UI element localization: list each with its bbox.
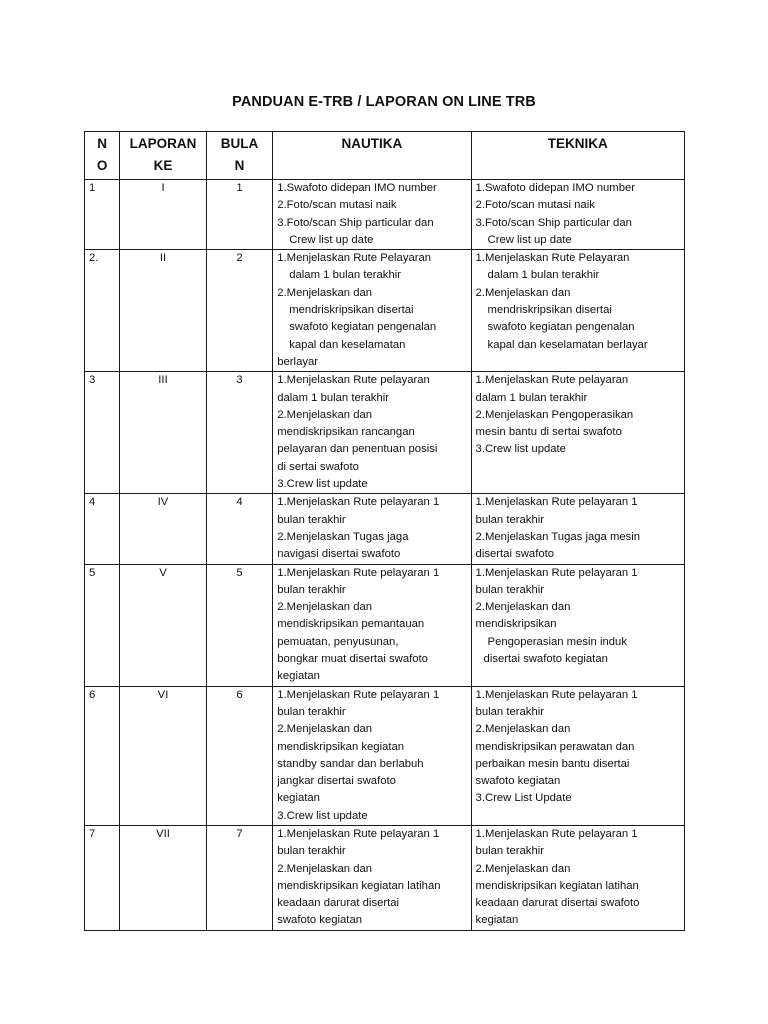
nautika-line: bulan terakhir [277, 513, 346, 526]
teknika-line: mendiskripsikan perawatan dan [475, 740, 635, 753]
nautika-line: 3.Crew list update [277, 478, 368, 491]
teknika-line: bulan terakhir [475, 705, 544, 718]
cell-laporan: I [120, 180, 207, 250]
teknika-line: Pengoperasian mesin induk [487, 635, 627, 648]
nautika-line: swafoto kegiatan [277, 914, 363, 927]
nautika-line: standby sandar dan berlabuh [277, 757, 424, 770]
nautika-line: bulan terakhir [277, 583, 346, 596]
nautika-line: Crew list up date [289, 233, 374, 246]
cell-bulan: 3 [206, 372, 272, 494]
cell-nautika [273, 494, 471, 564]
nautika-line: keadaan darurat disertai [277, 897, 400, 910]
cell-nautika [273, 250, 471, 372]
cell-no: 1 [85, 180, 120, 250]
nautika-line: 1.Menjelaskan Rute pelayaran 1 [277, 688, 440, 701]
header-laporan: LAPORAN KE [120, 132, 207, 180]
cell-no: 5 [85, 564, 120, 686]
teknika-line: dalam 1 bulan terakhir [475, 391, 588, 404]
nautika-line: di sertai swafoto [277, 460, 359, 473]
nautika-line: mendiskripsikan kegiatan [277, 740, 405, 753]
teknika-line: 2.Foto/scan mutasi naik [475, 199, 595, 212]
teknika-line: 3.Foto/scan Ship particular dan [475, 216, 632, 229]
cell-bulan: 2 [206, 250, 272, 372]
table-row [85, 250, 685, 372]
teknika-line: Crew list up date [487, 233, 572, 246]
teknika-line: 1.Swafoto didepan IMO number [475, 182, 636, 194]
cell-laporan: III [120, 372, 207, 494]
cell-nautika [273, 825, 471, 930]
nautika-line: swafoto kegiatan pengenalan [289, 321, 437, 334]
teknika-line: kegiatan [475, 914, 519, 927]
table-row [85, 564, 685, 686]
teknika-line: bulan terakhir [475, 845, 544, 858]
header-no: N O [85, 132, 120, 180]
cell-no: 7 [85, 825, 120, 930]
cell-bulan: 6 [206, 686, 272, 825]
cell-nautika [273, 180, 471, 250]
cell-teknika [471, 372, 684, 494]
teknika-line: 2.Menjelaskan Tugas jaga mesin [475, 530, 641, 543]
table-row [85, 825, 685, 930]
table-row [85, 180, 685, 250]
cell-bulan: 5 [206, 564, 272, 686]
nautika-line: bongkar muat disertai swafoto [277, 653, 428, 666]
nautika-line: 2.Menjelaskan dan [277, 862, 373, 875]
cell-bulan: 7 [206, 825, 272, 930]
nautika-line: bulan terakhir [277, 705, 346, 718]
nautika-line: pelayaran dan penentuan posisi [277, 443, 438, 456]
teknika-line: perbaikan mesin bantu disertai [475, 757, 630, 770]
nautika-line: 2.Menjelaskan Tugas jaga [277, 530, 409, 543]
table-header-row [85, 132, 685, 180]
cell-teknika [471, 250, 684, 372]
nautika-line: 1.Menjelaskan Rute pelayaran [277, 374, 430, 387]
nautika-line: mendiskripsikan kegiatan latihan [277, 879, 441, 892]
nautika-line: 1.Swafoto didepan IMO number [277, 182, 437, 194]
cell-teknika [471, 686, 684, 825]
teknika-line: 2.Menjelaskan dan [475, 286, 571, 299]
cell-laporan: VI [120, 686, 207, 825]
cell-teknika [471, 825, 684, 930]
header-bulan: BULA N [206, 132, 272, 180]
cell-no: 4 [85, 494, 120, 564]
teknika-line: swafoto kegiatan pengenalan [487, 321, 635, 334]
nautika-line: 1.Menjelaskan Rute pelayaran 1 [277, 827, 440, 840]
nautika-line: dalam 1 bulan terakhir [289, 269, 402, 282]
nautika-line: mendriskripsikan disertai [289, 304, 414, 317]
cell-bulan: 4 [206, 494, 272, 564]
teknika-line: mendriskripsikan disertai [487, 304, 612, 317]
document-title: PANDUAN E-TRB / LAPORAN ON LINE TRB [232, 94, 536, 110]
nautika-line: mendiskripsikan pemantauan [277, 618, 425, 631]
teknika-line: mendiskripsikan [475, 618, 557, 631]
teknika-line: dalam 1 bulan terakhir [487, 269, 600, 282]
nautika-line: dalam 1 bulan terakhir [277, 391, 390, 404]
nautika-line: 3.Crew list update [277, 809, 368, 822]
teknika-line: 2.Menjelaskan dan [475, 601, 571, 614]
teknika-line: 3.Crew List Update [475, 792, 572, 805]
nautika-line: bulan terakhir [277, 845, 346, 858]
header-teknika: TEKNIKA [471, 132, 684, 180]
cell-teknika [471, 180, 684, 250]
teknika-line: 1.Menjelaskan Rute Pelayaran [475, 252, 630, 265]
nautika-line: 1.Menjelaskan Rute pelayaran 1 [277, 566, 440, 579]
nautika-line: mendiskripsikan rancangan [277, 426, 415, 439]
teknika-line: 1.Menjelaskan Rute pelayaran 1 [475, 496, 638, 509]
table-row [85, 494, 685, 564]
teknika-line: 1.Menjelaskan Rute pelayaran 1 [475, 566, 638, 579]
teknika-line: 1.Menjelaskan Rute pelayaran [475, 374, 629, 387]
cell-nautika [273, 686, 471, 825]
nautika-line: 3.Foto/scan Ship particular dan [277, 216, 434, 229]
nautika-line: kegiatan [277, 670, 320, 683]
cell-no: 6 [85, 686, 120, 825]
nautika-line: berlayar [277, 355, 319, 368]
cell-bulan: 1 [206, 180, 272, 250]
nautika-line: 2.Menjelaskan dan [277, 408, 373, 421]
guide-table [84, 131, 685, 931]
teknika-line: kapal dan keselamatan berlayar [487, 338, 648, 351]
nautika-line: 2.Foto/scan mutasi naik [277, 199, 397, 212]
cell-nautika [273, 564, 471, 686]
teknika-line: mesin bantu di sertai swafoto [475, 426, 622, 439]
nautika-line: navigasi disertai swafoto [277, 548, 401, 561]
nautika-line: 1.Menjelaskan Rute pelayaran 1 [277, 496, 440, 509]
nautika-line: 2.Menjelaskan dan [277, 286, 373, 299]
cell-laporan: V [120, 564, 207, 686]
teknika-line: swafoto kegiatan [475, 775, 561, 788]
nautika-line: kegiatan [277, 792, 320, 805]
teknika-line: 2.Menjelaskan dan [475, 723, 571, 736]
cell-no: 2. [85, 250, 120, 372]
header-nautika: NAUTIKA [273, 132, 471, 180]
cell-teknika [471, 494, 684, 564]
nautika-line: pemuatan, penyusunan, [277, 635, 399, 648]
teknika-line: 3.Crew list update [475, 443, 566, 456]
cell-teknika [471, 564, 684, 686]
cell-laporan: II [120, 250, 207, 372]
teknika-line: 2.Menjelaskan Pengoperasikan [475, 408, 634, 421]
cell-laporan: IV [120, 494, 207, 564]
cell-nautika [273, 372, 471, 494]
teknika-line: disertai swafoto [475, 548, 555, 561]
table-row [85, 372, 685, 494]
teknika-line: disertai swafoto kegiatan [483, 653, 608, 666]
teknika-line: keadaan darurat disertai swafoto [475, 897, 640, 910]
teknika-line: 1.Menjelaskan Rute pelayaran 1 [475, 827, 638, 840]
table-row [85, 686, 685, 825]
teknika-line: 2.Menjelaskan dan [475, 862, 571, 875]
teknika-line: bulan terakhir [475, 513, 544, 526]
cell-no: 3 [85, 372, 120, 494]
nautika-line: 1.Menjelaskan Rute Pelayaran [277, 252, 432, 265]
cell-laporan: VII [120, 825, 207, 930]
nautika-line: kapal dan keselamatan [289, 338, 406, 351]
teknika-line: bulan terakhir [475, 583, 544, 596]
nautika-line: jangkar disertai swafoto [277, 775, 396, 788]
teknika-line: 1.Menjelaskan Rute pelayaran 1 [475, 688, 638, 701]
nautika-line: 2.Menjelaskan dan [277, 723, 373, 736]
teknika-line: mendiskripsikan kegiatan latihan [475, 879, 639, 892]
nautika-line: 2.Menjelaskan dan [277, 601, 373, 614]
